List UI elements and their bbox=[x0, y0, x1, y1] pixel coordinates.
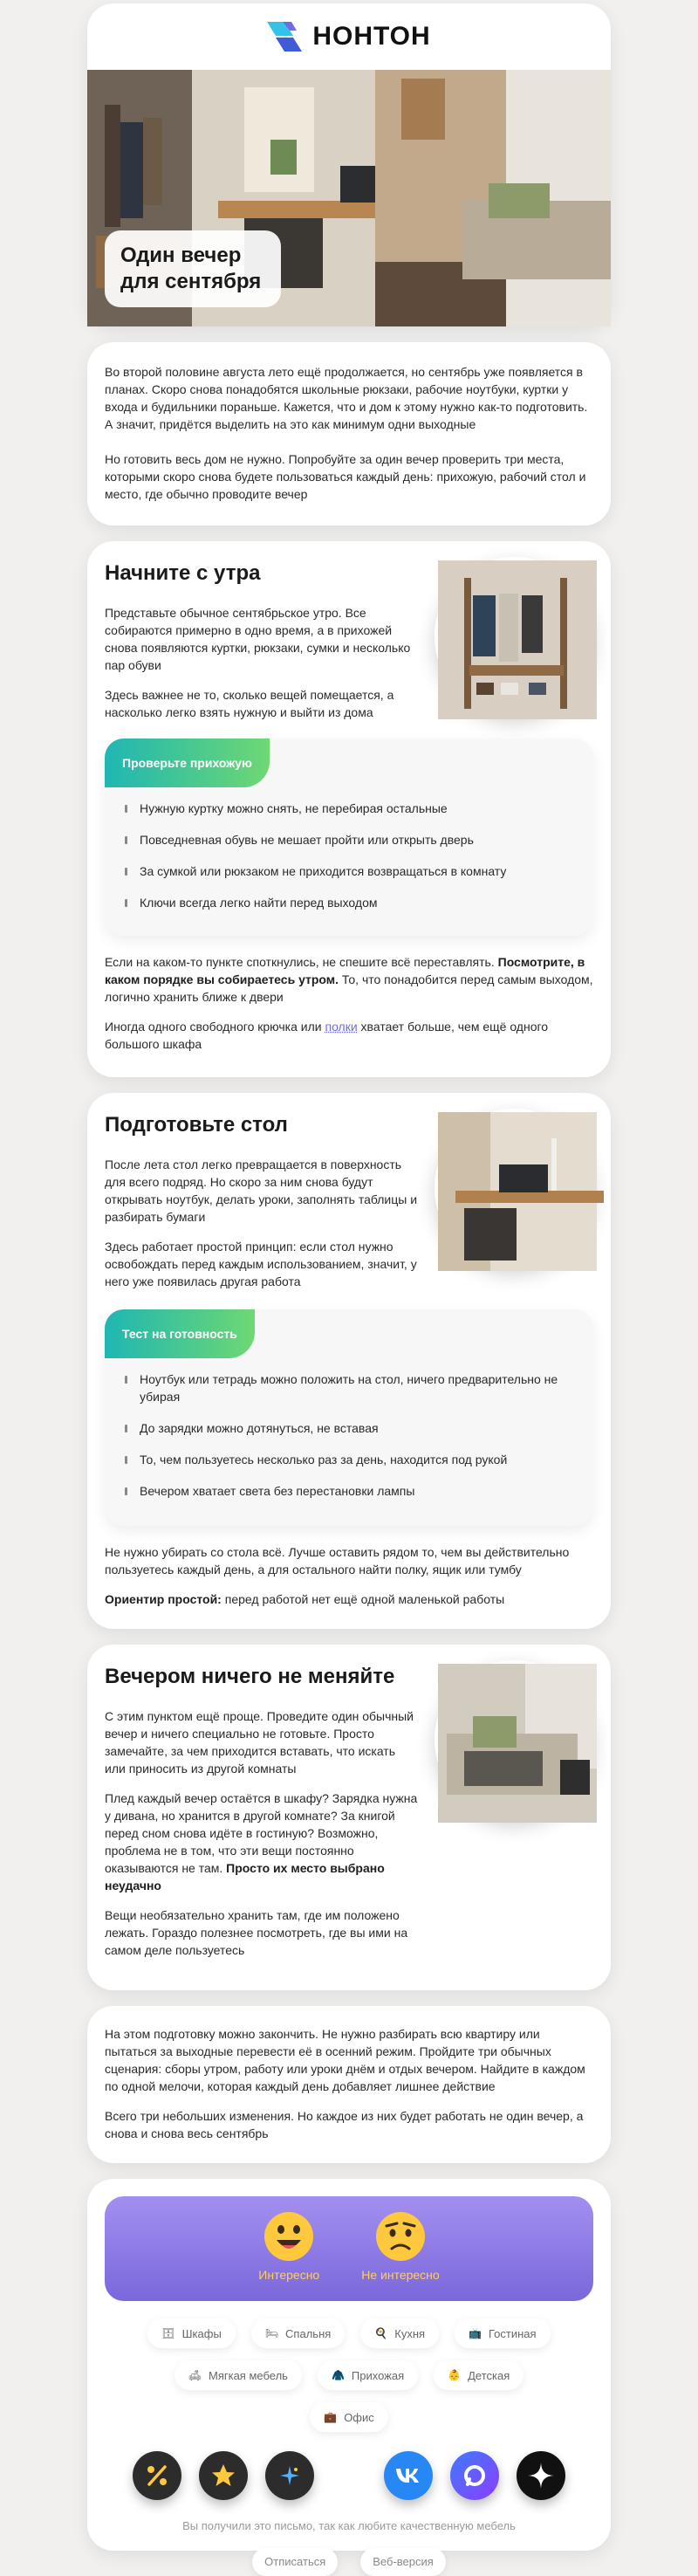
category-bedroom[interactable]: 🛏 Спальня bbox=[251, 2318, 345, 2348]
sparkle-button[interactable] bbox=[265, 2451, 314, 2500]
messenger-icon bbox=[462, 2463, 488, 2489]
unsubscribe-link[interactable]: Отписаться bbox=[252, 2548, 338, 2576]
baby-icon: 👶 bbox=[448, 2369, 462, 2381]
feedback-poll bbox=[105, 2196, 593, 2301]
tv-icon: 📺 bbox=[469, 2327, 482, 2339]
section-paragraph-2: Здесь важнее не то, сколько вещей помещается, а насколько легко взять нужную и выйти из дома bbox=[105, 688, 394, 719]
category-kids[interactable]: 👶 Детская bbox=[434, 2360, 524, 2390]
header-card bbox=[87, 3, 611, 326]
vk-link[interactable] bbox=[384, 2451, 433, 2500]
checklist-title: Проверьте прихожую bbox=[105, 738, 270, 787]
poll-label: Не интересно bbox=[361, 2268, 440, 2282]
checklist-hallway bbox=[105, 738, 593, 936]
hero-title: Один вечер для сентября bbox=[105, 230, 281, 307]
section-paragraph-2: Плед каждый вечер остаётся в шкафу? Зарядка нужна у дивана, но хранится в другой комнате? За книгой перед сном снова идёте в гостиную? Возможно, проблема не в том, что эти вещи постоянно оказываются не там. Просто их место выбрано неудачно bbox=[105, 1791, 418, 1893]
hero-image bbox=[87, 70, 611, 326]
section-paragraph-3: Вещи необязательно хранить там, где им положено лежать. Гораздо полезнее посмотреть, где вы ими на самом деле пользуетесь bbox=[105, 1908, 408, 1957]
footer-card bbox=[87, 2179, 611, 2568]
checklist-title: Тест на готовность bbox=[105, 1309, 255, 1358]
discount-button[interactable] bbox=[133, 2451, 181, 2500]
outro-paragraph-2: Всего три небольших изменения. Но каждое из них будет работать не один вечер, а снова и снова весь сентябрь bbox=[105, 2109, 584, 2140]
category-living-room[interactable]: 📺 Гостиная bbox=[455, 2318, 551, 2348]
poll-option-not-interesting[interactable] bbox=[361, 2210, 439, 2301]
intro-paragraph-2: Но готовить весь дом не нужно. Попробуйте за один вечер проверить три места, которыми скоро снова будете пользоваться каждый день: прихожую, рабочий стол и место, где обычно проводите вечер bbox=[105, 452, 586, 501]
happy-emoji-icon bbox=[263, 2210, 315, 2263]
web-version-link[interactable]: Веб-версия bbox=[360, 2548, 446, 2576]
outro-paragraph-1: На этом подготовку можно закончить. Не нужно разбирать всю квартиру или пытаться за выходные перевести её в осенний режим. Пройдите три обычных сценария: сборы утром, работу или уроки днём и отдых вечером. Найдите в каждом по одной мелочи, которая каждый день добавляет лишнее действие bbox=[105, 2027, 585, 2093]
footer-links bbox=[105, 2548, 593, 2576]
shelves-link[interactable]: полки bbox=[325, 1020, 358, 1034]
category-hallway[interactable]: 🧥 Прихожая bbox=[318, 2360, 418, 2390]
poll-option-interesting[interactable] bbox=[258, 2210, 319, 2301]
outro-card bbox=[87, 2006, 611, 2163]
intro-paragraph-1: Во второй половине августа лето ещё продолжается, но сентябрь уже появляется в планах. Скоро снова понадобятся школьные рюкзаки, рабочие ноутбуки, куртки у входа и будильники пораньше. Кажется, что и дом к этому нужно как-то подготовить. А значит, придётся выделить на это как минимум одни выходные bbox=[105, 365, 588, 431]
checklist-item: Повседневная обувь не мешает пройти или открыть дверь bbox=[122, 831, 576, 848]
section-paragraph-1: После лета стол легко превращается в поверхность для всего подряд. Но скоро за ним снова будут открывать ноутбук, делать уроки, заполнять таблицы и разбирать бумаги bbox=[105, 1157, 418, 1224]
section-morning bbox=[87, 541, 611, 1077]
intro-card bbox=[87, 342, 611, 526]
bed-icon: 🛏 bbox=[264, 2327, 279, 2339]
section-paragraph-1: Представьте обычное сентябрьское утро. Все собираются примерно в одно время, а в прихожей снова появляются куртки, рюкзаки, сумки и несколько пар обуви bbox=[105, 606, 411, 672]
checklist-item: То, чем пользуетесь несколько раз за день, находится под рукой bbox=[122, 1451, 576, 1468]
nonton-logo-icon bbox=[267, 22, 305, 52]
category-links bbox=[105, 2318, 593, 2432]
sad-emoji-icon bbox=[374, 2210, 427, 2263]
logo[interactable] bbox=[87, 3, 611, 70]
category-wardrobes[interactable]: 🗄 Шкафы bbox=[147, 2318, 235, 2348]
sofa-icon: 🛋 bbox=[188, 2369, 202, 2381]
favorites-button[interactable] bbox=[199, 2451, 248, 2500]
dzen-star-icon bbox=[527, 2462, 555, 2490]
checklist-item: Нужную куртку можно снять, не перебирая остальные bbox=[122, 800, 576, 817]
coat-icon: 🧥 bbox=[331, 2369, 345, 2381]
checklist-items bbox=[105, 787, 593, 932]
section-note-2: Ориентир простой: перед работой нет ещё одной маленькой работы bbox=[105, 1592, 505, 1606]
hallway-photo bbox=[435, 557, 593, 716]
section-title: Вечером ничего не меняйте bbox=[105, 1665, 395, 1688]
section-title: Начните с утра bbox=[105, 561, 261, 585]
brand-name: НОНТОН bbox=[312, 22, 431, 51]
sofa-photo bbox=[435, 1660, 593, 1819]
social-links bbox=[105, 2451, 593, 2500]
section-title: Подготовьте стол bbox=[105, 1113, 288, 1137]
category-kitchen[interactable]: 🍳 Кухня bbox=[360, 2318, 439, 2348]
kitchen-icon: 🍳 bbox=[374, 2327, 388, 2339]
star-icon bbox=[210, 2463, 236, 2489]
checklist-item: Вечером хватает света без перестановки лампы bbox=[122, 1482, 576, 1500]
checklist-item: Ноутбук или тетрадь можно положить на стол, ничего предварительно не убирая bbox=[122, 1370, 576, 1405]
checklist-item: До зарядки можно дотянуться, не вставая bbox=[122, 1419, 576, 1437]
section-desk bbox=[87, 1093, 611, 1629]
section-note-1: Если на каком-то пункте споткнулись, не спешите всё переставлять. Посмотрите, в каком порядке вы собираетесь утром. То, что понадобится перед самым выходом, логично хранить ближе к двери bbox=[105, 955, 593, 1004]
desk-photo bbox=[435, 1109, 593, 1267]
checklist-items bbox=[105, 1358, 593, 1521]
dzen-link[interactable] bbox=[517, 2451, 565, 2500]
section-note-1: Не нужно убирать со стола всё. Лучше оставить рядом то, чем вы действительно пользуетесь каждый день, а для остального найти полку, ящик или тумбу bbox=[105, 1545, 570, 1577]
briefcase-icon: 💼 bbox=[324, 2411, 338, 2423]
checklist-item: За сумкой или рюкзаком не приходится возвращаться в комнату bbox=[122, 862, 576, 880]
category-upholstered[interactable]: 🛋 Мягкая мебель bbox=[174, 2360, 302, 2390]
sparkle-icon bbox=[277, 2463, 303, 2489]
footer-note: Вы получили это письмо, так как любите качественную мебель bbox=[182, 2519, 516, 2532]
wardrobe-icon: 🗄 bbox=[161, 2327, 175, 2339]
percent-icon bbox=[144, 2463, 170, 2489]
vk-icon bbox=[394, 2467, 422, 2484]
section-paragraph-2: Здесь работает простой принцип: если стол нужно освобождать перед каждым использованием, значит, у него уже появилась другая работа bbox=[105, 1240, 417, 1288]
poll-label: Интересно bbox=[258, 2268, 320, 2282]
category-office[interactable]: 💼 Офис bbox=[310, 2402, 388, 2432]
section-note-2: Иногда одного свободного крючка или полки хватает больше, чем ещё одного большого шкафа bbox=[105, 1020, 549, 1051]
checklist-item: Ключи всегда легко найти перед выходом bbox=[122, 894, 576, 911]
checklist-desk bbox=[105, 1309, 593, 1526]
section-evening bbox=[87, 1645, 611, 1990]
max-messenger-link[interactable] bbox=[450, 2451, 499, 2500]
section-paragraph-1: С этим пунктом ещё проще. Проведите один обычный вечер и ничего специально не готовьте. Просто замечайте, за чем приходится вставать, что искать или приносить из другой комнаты bbox=[105, 1709, 414, 1776]
